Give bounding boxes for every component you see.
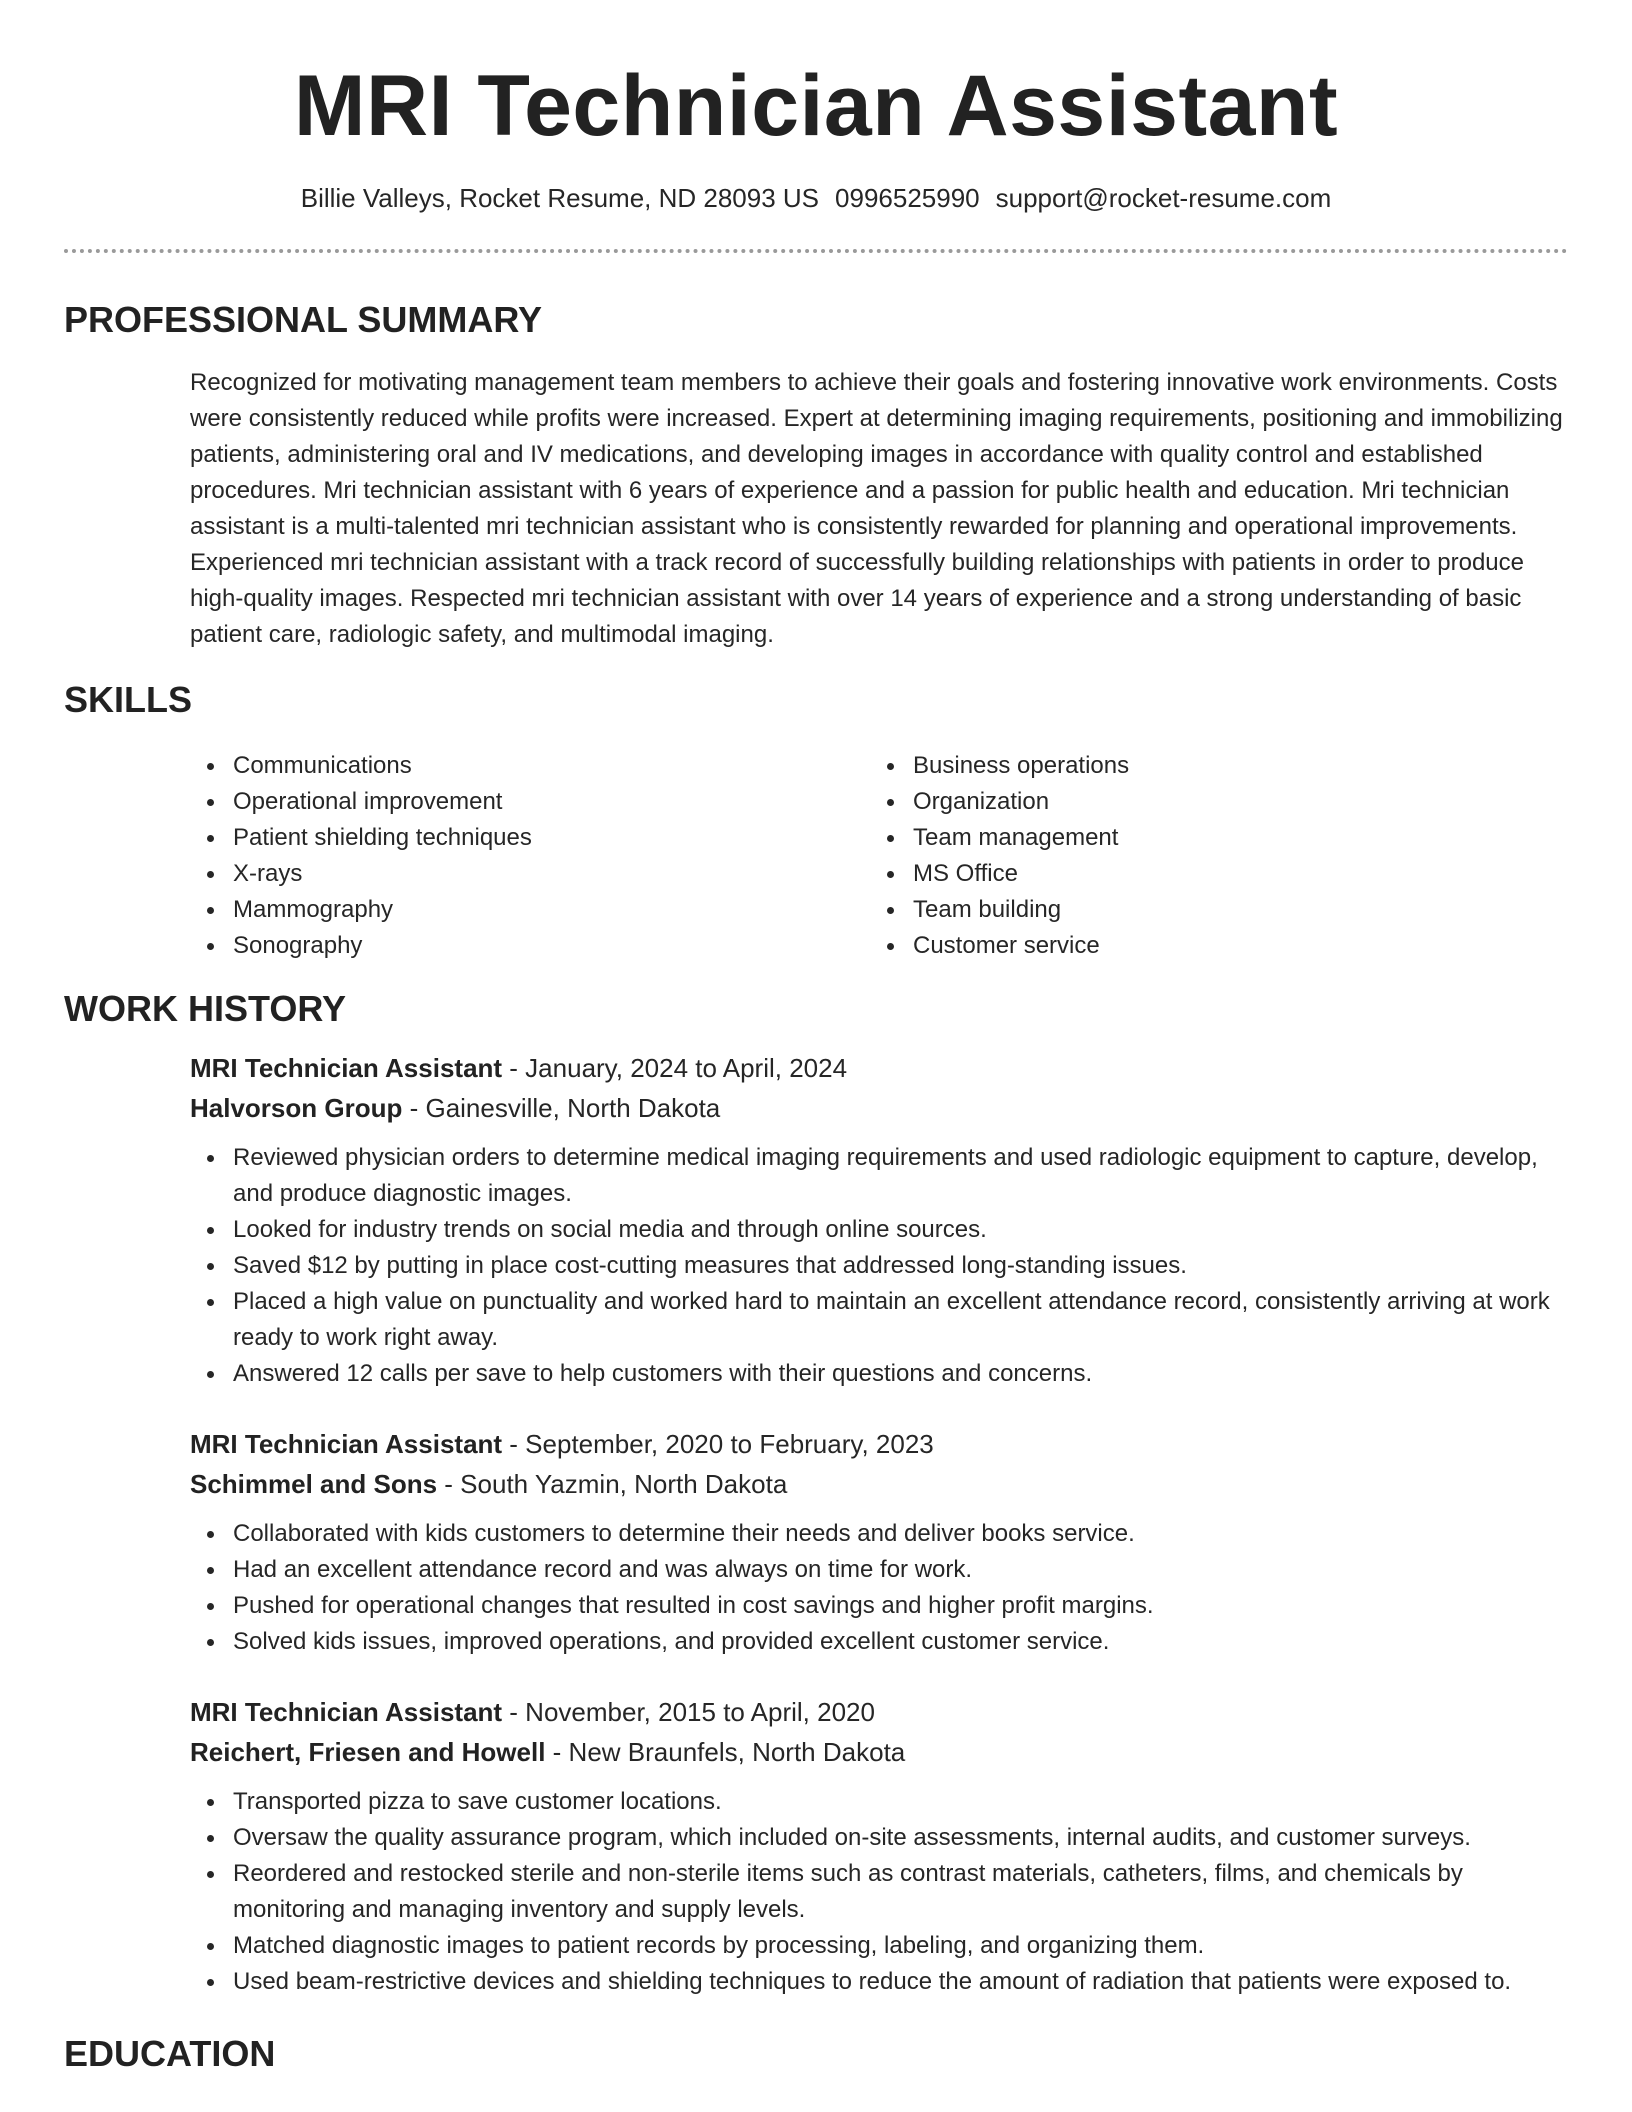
- skill-item: Team building: [870, 892, 1550, 928]
- job-title-line: [190, 1692, 1580, 1732]
- job-company: Reichert, Friesen and Howell: [190, 1737, 546, 1767]
- contact-address: Billie Valleys, Rocket Resume, ND 28093 US: [300, 183, 820, 213]
- job-bullet: Transported pizza to save customer locations.: [190, 1784, 1580, 1820]
- summary-text: Recognized for motivating management team members to achieve their goals and fostering innovative work environments. Costs were consistently reduced while profits were increased. Expert at determining imaging requirements, positioning and immobilizing patients, administering oral and IV medications, and developing images in accordance with quality control and established procedures. Mri technician assistant with 6 years of experience and a passion for public health and education. Mri technician assistant is a multi-talented mri technician assistant who is consistently rewarded for planning and operational improvements. Experienced mri technician assistant with a track record of successfully building relationships with patients in order to produce high-quality images. Respected mri technician assistant with over 14 years of experience and a strong understanding of basic patient care, radiologic safety, and multimodal imaging.: [190, 369, 1563, 648]
- skills-column-right: [870, 748, 1550, 964]
- job-company-line: [190, 1088, 1580, 1128]
- resume-name: MRI Technician Assistant: [293, 58, 1339, 154]
- skill-item: Communications: [190, 748, 870, 784]
- skill-item: Mammography: [190, 892, 870, 928]
- skill-item: X-rays: [190, 856, 870, 892]
- skills-heading: SKILLS: [64, 679, 193, 720]
- job-company-line: [190, 1464, 1580, 1504]
- contact-phone: 0996525990: [835, 183, 980, 213]
- job-role: MRI Technician Assistant: [190, 1053, 503, 1083]
- skill-item: Team management: [870, 820, 1550, 856]
- job-bullet: Had an excellent attendance record and was always on time for work.: [190, 1552, 1580, 1588]
- job-bullets: [190, 1516, 1580, 1660]
- job-bullet: Looked for industry trends on social media and through online sources.: [190, 1212, 1580, 1248]
- job-company: Halvorson Group: [190, 1093, 403, 1123]
- contact-email: support@rocket-resume.com: [995, 183, 1332, 213]
- education-heading: EDUCATION: [64, 2033, 276, 2074]
- job-company: Schimmel and Sons: [190, 1469, 438, 1499]
- summary-heading: PROFESSIONAL SUMMARY: [64, 299, 543, 340]
- skills-column-left: [190, 748, 870, 964]
- skill-item: Patient shielding techniques: [190, 820, 870, 856]
- job-role: MRI Technician Assistant: [190, 1697, 503, 1727]
- job-bullet: Placed a high value on punctuality and worked hard to maintain an excellent attendance record, consistently arriving at work ready to work right away.: [190, 1284, 1580, 1356]
- job-entry: [190, 1424, 1580, 1660]
- skill-item: Business operations: [870, 748, 1550, 784]
- job-company-line: [190, 1732, 1580, 1772]
- job-bullet: Collaborated with kids customers to determine their needs and deliver books service.: [190, 1516, 1580, 1552]
- job-location: - Gainesville, North Dakota: [402, 1093, 721, 1123]
- skill-item: Organization: [870, 784, 1550, 820]
- job-dates: - January, 2024 to April, 2024: [502, 1053, 848, 1083]
- skill-item: MS Office: [870, 856, 1550, 892]
- job-bullet: Answered 12 calls per save to help customers with their questions and concerns.: [190, 1356, 1580, 1392]
- job-title-line: [190, 1048, 1580, 1088]
- job-location: - South Yazmin, North Dakota: [437, 1469, 788, 1499]
- job-entry: [190, 1692, 1580, 2000]
- contact-line: [0, 181, 1632, 215]
- job-bullet: Reordered and restocked sterile and non-sterile items such as contrast materials, catheters, films, and chemicals by monitoring and managing inventory and supply levels.: [190, 1856, 1580, 1928]
- skills-list: [190, 748, 1570, 964]
- job-bullet: Pushed for operational changes that resulted in cost savings and higher profit margins.: [190, 1588, 1580, 1624]
- skill-item: Operational improvement: [190, 784, 870, 820]
- job-bullets: [190, 1784, 1580, 2000]
- header-divider: [64, 249, 1568, 253]
- job-dates: - November, 2015 to April, 2020: [502, 1697, 875, 1727]
- job-bullets: [190, 1140, 1580, 1392]
- job-entry: [190, 1048, 1580, 1392]
- work-history-heading: WORK HISTORY: [64, 988, 347, 1029]
- job-title-line: [190, 1424, 1580, 1464]
- job-dates: - September, 2020 to February, 2023: [502, 1429, 934, 1459]
- job-bullet: Solved kids issues, improved operations, and provided excellent customer service.: [190, 1624, 1580, 1660]
- job-role: MRI Technician Assistant: [190, 1429, 503, 1459]
- skill-item: Customer service: [870, 928, 1550, 964]
- job-location: - New Braunfels, North Dakota: [545, 1737, 906, 1767]
- skill-item: Sonography: [190, 928, 870, 964]
- job-bullet: Reviewed physician orders to determine medical imaging requirements and used radiologic equipment to capture, develop, and produce diagnostic images.: [190, 1140, 1580, 1212]
- job-bullet: Oversaw the quality assurance program, which included on-site assessments, internal audits, and customer surveys.: [190, 1820, 1580, 1856]
- job-bullet: Used beam-restrictive devices and shielding techniques to reduce the amount of radiation that patients were exposed to.: [190, 1964, 1580, 2000]
- job-bullet: Matched diagnostic images to patient records by processing, labeling, and organizing them.: [190, 1928, 1580, 1964]
- job-bullet: Saved $12 by putting in place cost-cutting measures that addressed long-standing issues.: [190, 1248, 1580, 1284]
